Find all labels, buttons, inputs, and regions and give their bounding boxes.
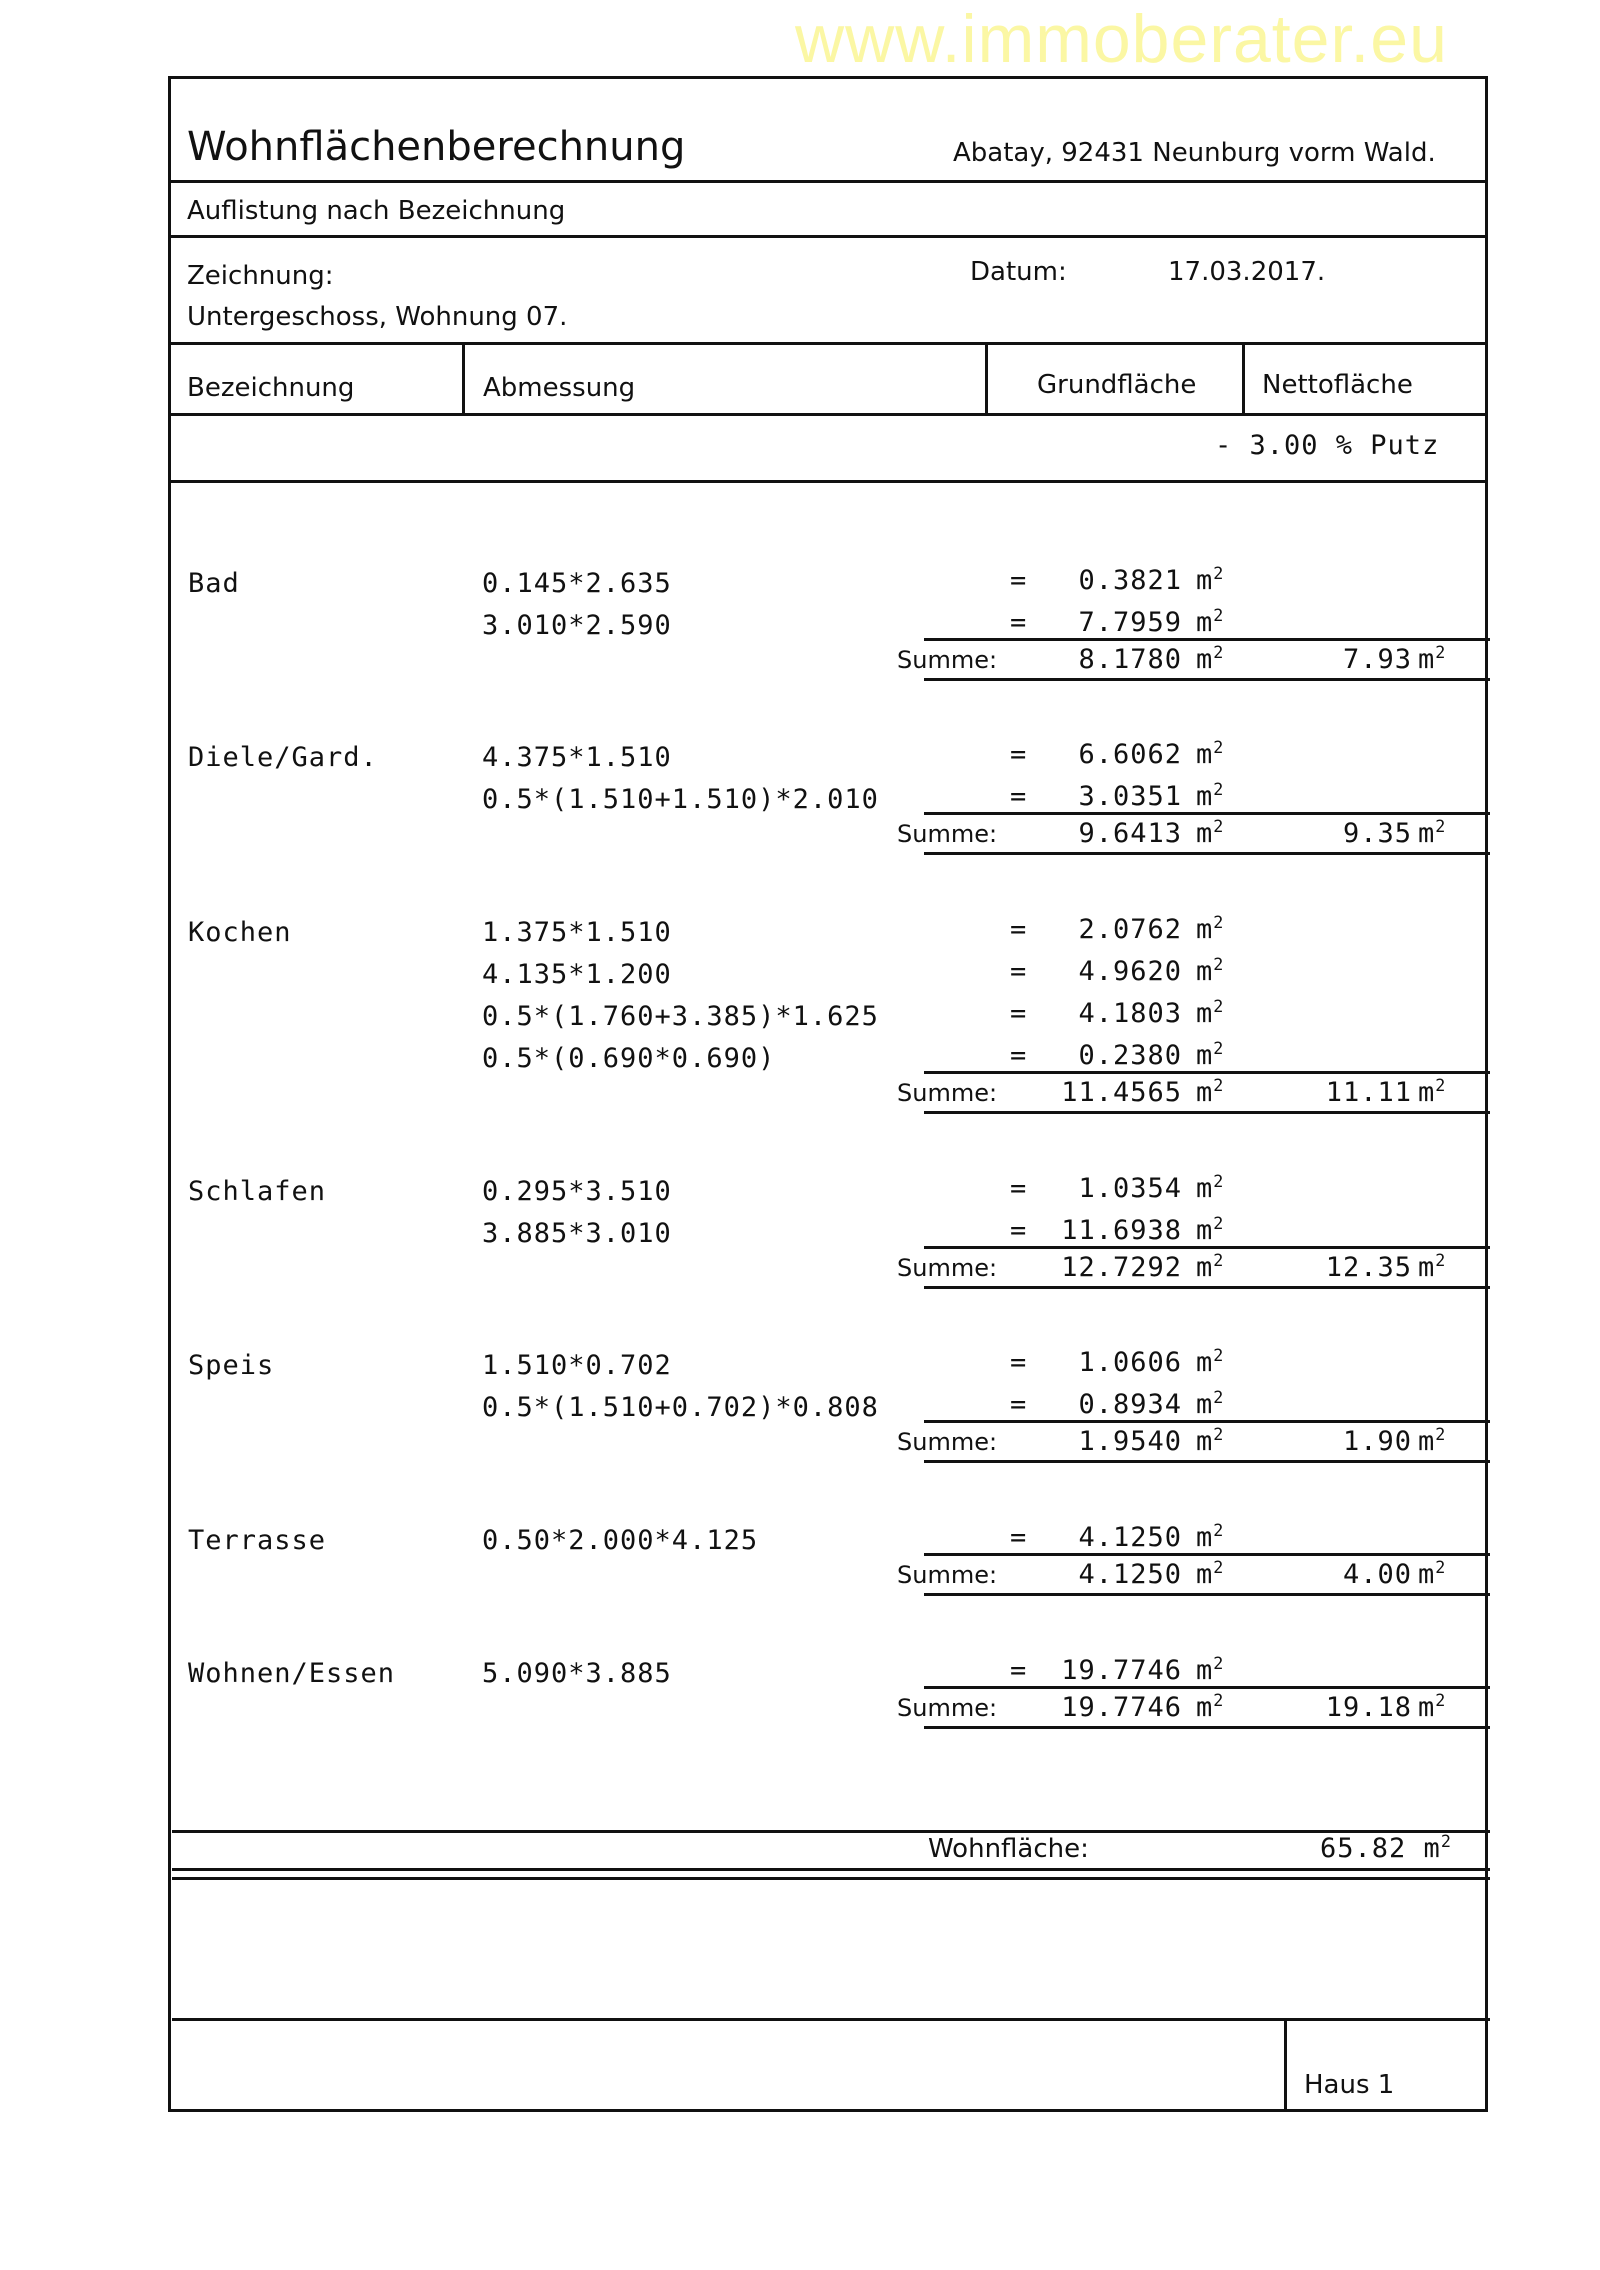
total-label: Wohnfläche: (928, 1834, 1089, 1864)
room-name: Kochen (188, 917, 292, 948)
sum-label: Summe: (897, 1079, 998, 1107)
dimension-formula: 3.885*3.010 (482, 1218, 672, 1249)
area-value: 4.1250 (1078, 1522, 1182, 1553)
sum-value: 9.6413 (1078, 818, 1182, 849)
dimension-formula: 0.50*2.000*4.125 (482, 1525, 759, 1556)
sum-label: Summe: (897, 1694, 998, 1722)
area-value: 4.1803 (1078, 998, 1182, 1029)
net-area-value: 7.93 (1342, 644, 1412, 675)
dimension-formula: 4.135*1.200 (482, 959, 672, 990)
dimension-formula: 1.510*0.702 (482, 1350, 672, 1381)
divider (924, 678, 1490, 681)
area-unit: $m^2$ (1196, 1690, 1225, 1723)
sum-value: 19.7746 (1061, 1692, 1182, 1723)
equals-sign: = (1010, 739, 1028, 770)
divider (924, 1111, 1490, 1114)
column-header-bezeichnung: Bezeichnung (187, 373, 355, 403)
area-unit: $m^2$ (1196, 1250, 1225, 1283)
divider (924, 1593, 1490, 1596)
sum-label: Summe: (897, 1254, 998, 1282)
divider (924, 1071, 1490, 1074)
divider (172, 1868, 1490, 1871)
divider (924, 1286, 1490, 1289)
sum-value: 11.4565 (1061, 1077, 1182, 1108)
net-area-value: 19.18 (1325, 1692, 1412, 1723)
dimension-formula: 3.010*2.590 (482, 610, 672, 641)
area-value: 1.0354 (1078, 1173, 1182, 1204)
net-area-value: 1.90 (1342, 1426, 1412, 1457)
net-area-value: 4.00 (1342, 1559, 1412, 1590)
equals-sign: = (1010, 1215, 1028, 1246)
drawing-value: Untergeschoss, Wohnung 07. (187, 302, 568, 332)
area-unit: $m^2$ (1196, 1424, 1225, 1457)
divider (924, 1686, 1490, 1689)
divider (924, 1726, 1490, 1729)
drawing-label: Zeichnung: (187, 261, 334, 291)
dimension-formula: 0.5*(0.690*0.690) (482, 1043, 776, 1074)
area-value: 0.2380 (1078, 1040, 1182, 1071)
area-unit: $m^2$ (1196, 1653, 1225, 1686)
equals-sign: = (1010, 956, 1028, 987)
area-unit: $m^2$ (1196, 1171, 1225, 1204)
area-value: 11.6938 (1061, 1215, 1182, 1246)
sum-label: Summe: (897, 1561, 998, 1589)
plaster-deduction-note: - 3.00 % Putz (1215, 430, 1440, 461)
equals-sign: = (1010, 1040, 1028, 1071)
equals-sign: = (1010, 1347, 1028, 1378)
sum-label: Summe: (897, 1428, 998, 1456)
equals-sign: = (1010, 607, 1028, 638)
area-value: 2.0762 (1078, 914, 1182, 945)
area-value: 6.6062 (1078, 739, 1182, 770)
divider (924, 852, 1490, 855)
area-unit: $m^2$ (1196, 1075, 1225, 1108)
divider (924, 1246, 1490, 1249)
project-address: Abatay, 92431 Neunburg vorm Wald. (953, 138, 1436, 168)
divider (172, 1830, 1490, 1833)
area-unit: $m^2$ (1196, 1213, 1225, 1246)
divider (924, 1553, 1490, 1556)
net-area-unit: $m^2$ (1418, 1250, 1447, 1283)
page-title: Wohnflächenberechnung (187, 124, 686, 170)
area-unit: $m^2$ (1196, 1345, 1225, 1378)
net-area-unit: $m^2$ (1418, 1690, 1447, 1723)
sum-value: 4.1250 (1078, 1559, 1182, 1590)
area-unit: $m^2$ (1196, 1038, 1225, 1071)
listing-subtitle: Auflistung nach Bezeichnung (187, 196, 566, 226)
area-unit: $m^2$ (1196, 642, 1225, 675)
room-name: Schlafen (188, 1176, 327, 1207)
area-value: 3.0351 (1078, 781, 1182, 812)
equals-sign: = (1010, 998, 1028, 1029)
dimension-formula: 0.5*(1.760+3.385)*1.625 (482, 1001, 879, 1032)
room-name: Speis (188, 1350, 275, 1381)
net-area-value: 11.11 (1325, 1077, 1412, 1108)
area-value: 0.8934 (1078, 1389, 1182, 1420)
area-value: 1.0606 (1078, 1347, 1182, 1378)
net-area-unit: $m^2$ (1418, 642, 1447, 675)
net-area-value: 9.35 (1342, 818, 1412, 849)
equals-sign: = (1010, 1173, 1028, 1204)
sum-value: 12.7292 (1061, 1252, 1182, 1283)
date-label: Datum: (970, 257, 1067, 287)
area-unit: $m^2$ (1196, 1520, 1225, 1553)
column-divider (1284, 2019, 1287, 2111)
equals-sign: = (1010, 1655, 1028, 1686)
total-value: 65.82 $m^2$ (1320, 1831, 1452, 1864)
area-value: 4.9620 (1078, 956, 1182, 987)
room-name: Wohnen/Essen (188, 1658, 396, 1689)
net-area-unit: $m^2$ (1418, 1557, 1447, 1590)
area-unit: $m^2$ (1196, 737, 1225, 770)
area-unit: $m^2$ (1196, 605, 1225, 638)
dimension-formula: 1.375*1.510 (482, 917, 672, 948)
area-unit: $m^2$ (1196, 563, 1225, 596)
net-area-unit: $m^2$ (1418, 1424, 1447, 1457)
divider (172, 2018, 1490, 2021)
area-unit: $m^2$ (1196, 1387, 1225, 1420)
sum-label: Summe: (897, 820, 998, 848)
area-unit: $m^2$ (1196, 954, 1225, 987)
sum-value: 8.1780 (1078, 644, 1182, 675)
column-header-abmessung: Abmessung (483, 373, 636, 403)
dimension-formula: 4.375*1.510 (482, 742, 672, 773)
area-value: 0.3821 (1078, 565, 1182, 596)
divider (924, 1420, 1490, 1423)
dimension-formula: 0.145*2.635 (482, 568, 672, 599)
area-value: 19.7746 (1061, 1655, 1182, 1686)
area-unit: $m^2$ (1196, 912, 1225, 945)
dimension-formula: 0.5*(1.510+1.510)*2.010 (482, 784, 879, 815)
area-value: 7.7959 (1078, 607, 1182, 638)
sum-label: Summe: (897, 646, 998, 674)
watermark: www.immoberater.eu (795, 1, 1448, 77)
room-name: Diele/Gard. (188, 742, 378, 773)
net-area-unit: $m^2$ (1418, 816, 1447, 849)
equals-sign: = (1010, 565, 1028, 596)
divider (924, 638, 1490, 641)
room-name: Terrasse (188, 1525, 327, 1556)
dimension-formula: 0.5*(1.510+0.702)*0.808 (482, 1392, 879, 1423)
column-header-nettoflaeche: Nettofläche (1262, 370, 1413, 400)
equals-sign: = (1010, 1522, 1028, 1553)
divider (172, 1877, 1490, 1880)
net-area-unit: $m^2$ (1418, 1075, 1447, 1108)
dimension-formula: 5.090*3.885 (482, 1658, 672, 1689)
area-unit: $m^2$ (1196, 779, 1225, 812)
equals-sign: = (1010, 914, 1028, 945)
net-area-value: 12.35 (1325, 1252, 1412, 1283)
divider (924, 812, 1490, 815)
area-unit: $m^2$ (1196, 816, 1225, 849)
room-name: Bad (188, 568, 240, 599)
equals-sign: = (1010, 781, 1028, 812)
column-header-grundflaeche: Grundfläche (1037, 370, 1197, 400)
dimension-formula: 0.295*3.510 (482, 1176, 672, 1207)
divider (924, 1460, 1490, 1463)
house-label: Haus 1 (1304, 2070, 1395, 2100)
equals-sign: = (1010, 1389, 1028, 1420)
area-unit: $m^2$ (1196, 1557, 1225, 1590)
date-value: 17.03.2017. (1168, 257, 1326, 287)
sum-value: 1.9540 (1078, 1426, 1182, 1457)
area-unit: $m^2$ (1196, 996, 1225, 1029)
